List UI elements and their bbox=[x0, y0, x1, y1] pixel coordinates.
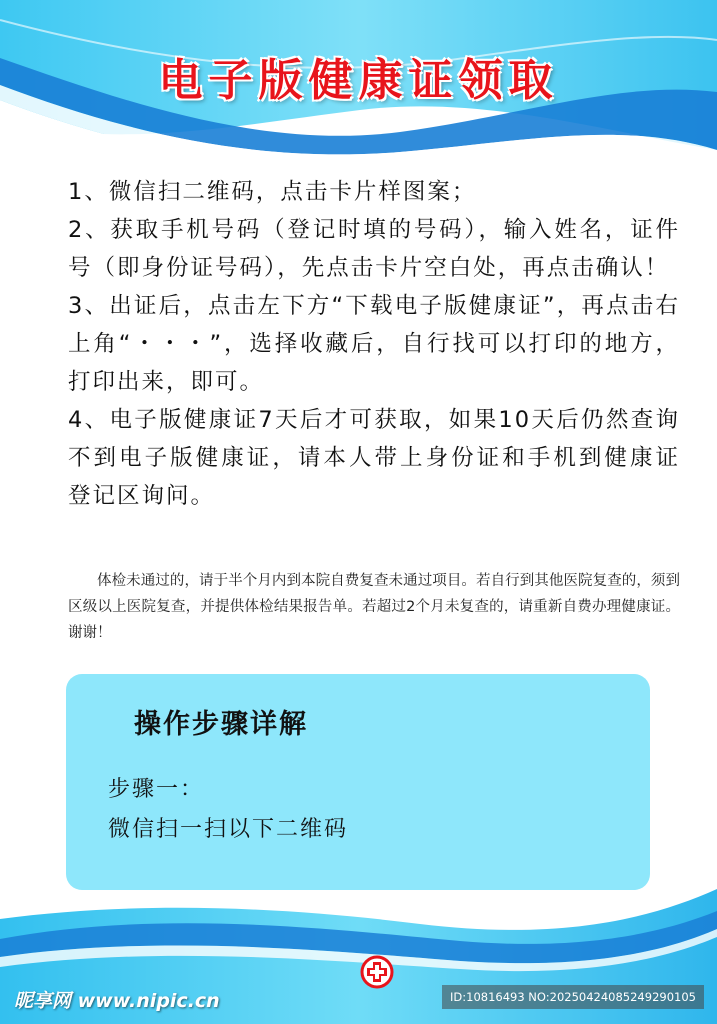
panel-step-text: 微信扫一扫以下二维码 bbox=[108, 817, 349, 842]
red-cross-icon bbox=[360, 955, 394, 989]
step-2: 2、获取手机号码（登记时填的号码），输入姓名，证件号（即身份证号码），先点击卡片空白处，再点击确认！ bbox=[68, 217, 680, 281]
watermark-id: ID:10816493 NO:20250424085249290105 bbox=[442, 985, 704, 1009]
recheck-note: 体检未通过的，请于半个月内到本院自费复查未通过项目。若自行到其他医院复查的，须到区级以上医院复查，并提供体检结果报告单。若超过2个月未复查的，请重新自费办理健康证。谢谢！ bbox=[68, 573, 680, 641]
step-1: 1、微信扫二维码，点击卡片样图案； bbox=[68, 179, 477, 205]
panel-step-label: 步骤一： bbox=[108, 777, 205, 802]
page-title: 电子版健康证领取 bbox=[158, 55, 559, 106]
step-3: 3、出证后，点击左下方“下载电子版健康证”，再点击右上角“・・・”，选择收藏后，自行找可以打印的地方，打印出来，即可。 bbox=[68, 293, 680, 395]
watermark-brand: 昵享网 www.nipic.cn bbox=[14, 990, 220, 1012]
step-4: 4、电子版健康证7天后才可获取，如果10天后仍然查询不到电子版健康证，请本人带上身份证和手机到健康证登记区询问。 bbox=[68, 407, 680, 509]
operation-panel bbox=[66, 674, 650, 890]
instruction-steps bbox=[68, 173, 680, 515]
panel-title: 操作步骤详解 bbox=[134, 709, 308, 740]
